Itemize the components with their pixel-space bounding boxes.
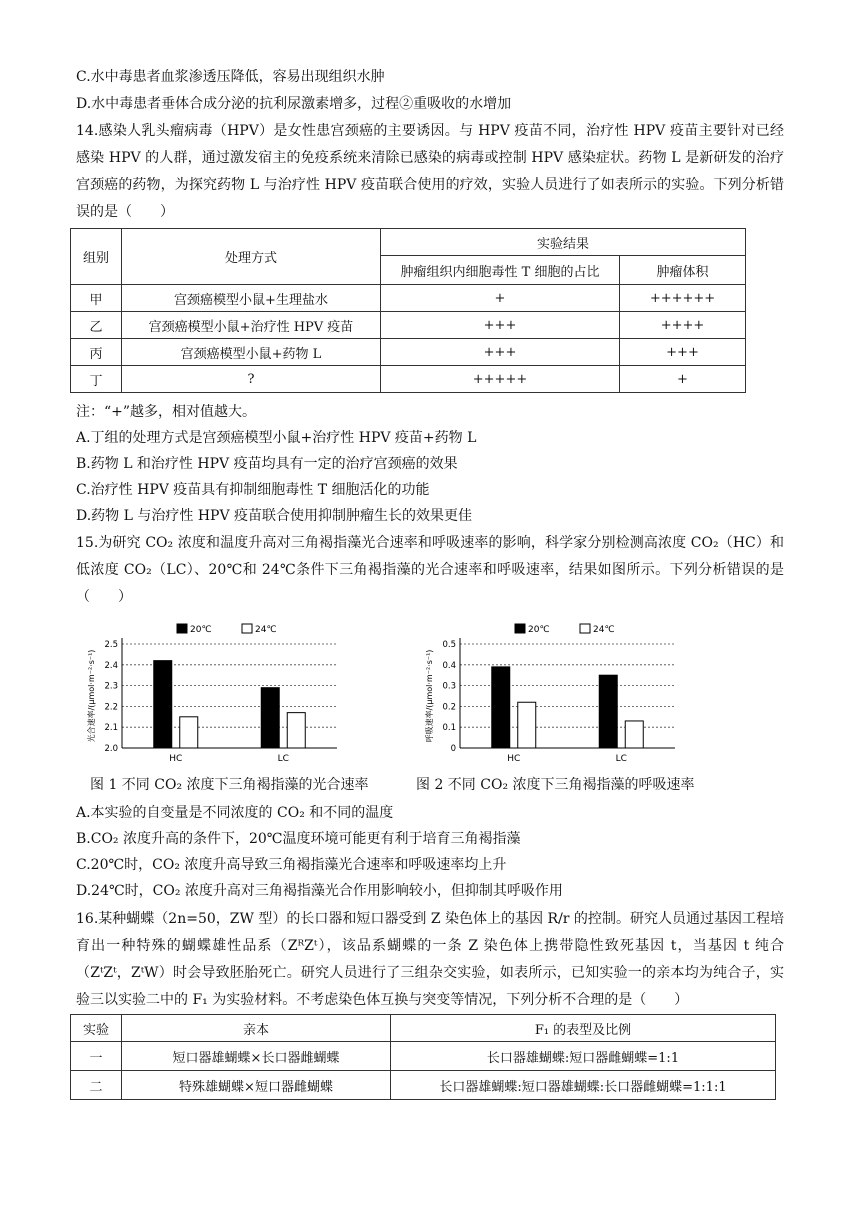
q15-option-b: B.CO₂ 浓度升高的条件下，20℃温度环境可能更有利于培育三角褐指藻 xyxy=(76,831,521,847)
cell-volume: ++++ xyxy=(620,312,746,339)
cell-group: 乙 xyxy=(71,312,122,339)
legend-swatch xyxy=(515,624,525,633)
cell-method: 宫颈癌模型小鼠+药物 L xyxy=(122,339,381,366)
x-tick-label: HC xyxy=(169,754,183,764)
cell-tcell: +++ xyxy=(381,339,620,366)
th-group: 组别 xyxy=(71,229,122,285)
cell-volume: ++++++ xyxy=(620,285,746,312)
th-parent: 亲本 xyxy=(122,1015,391,1042)
y-tick-label: 0.2 xyxy=(442,702,456,713)
th-tcell: 肿瘤组织内细胞毒性 T 细胞的占比 xyxy=(381,256,620,285)
q14-option-d: D.药物 L 与治疗性 HPV 疫苗联合使用抑制肿瘤生长的效果更佳 xyxy=(76,508,473,524)
table-row xyxy=(71,366,746,393)
cell-volume: + xyxy=(620,366,746,393)
q14-option-a: A.丁组的处理方式是宫颈癌模型小鼠+治疗性 HPV 疫苗+药物 L xyxy=(76,430,477,446)
x-tick-label: LC xyxy=(277,754,289,764)
q13-option-d: D.水中毒患者垂体合成分泌的抗利尿激素增多，过程②重吸收的水增加 xyxy=(76,96,512,112)
q13-option-c: C.水中毒患者血浆渗透压降低，容易出现组织水肿 xyxy=(76,69,385,85)
figure1-caption: 图 1 不同 CO₂ 浓度下三角褐指藻的光合速率 xyxy=(90,777,369,793)
q14-note: 注：“+”越多，相对值越大。 xyxy=(76,404,257,420)
cell-f1: 长口器雄蝴蝶:短口器雄蝴蝶:长口器雌蝴蝶=1:1:1 xyxy=(391,1071,776,1100)
q15-option-c: C.20℃时，CO₂ 浓度升高导致三角褐指藻光合速率和呼吸速率均上升 xyxy=(76,857,507,873)
cell-f1: 长口器雄蝴蝶:短口器雌蝴蝶=1:1 xyxy=(391,1042,776,1071)
cell-tcell: +++++ xyxy=(381,366,620,393)
y-tick-label: 0.4 xyxy=(442,660,456,671)
table-row xyxy=(71,312,746,339)
q15-option-d: D.24℃时，CO₂ 浓度升高对三角褐指藻光合作用影响较小，但抑制其呼吸作用 xyxy=(76,883,563,899)
cell-parent: 特殊雄蝴蝶×短口器雌蝴蝶 xyxy=(122,1071,391,1100)
y-tick-label: 0.3 xyxy=(442,681,456,692)
bar-24℃-HC xyxy=(180,717,198,748)
bar-24℃-HC xyxy=(518,702,536,748)
y-axis-label: 光合速率/(μmol·m⁻²·s⁻¹) xyxy=(87,649,96,743)
cell-group: 丁 xyxy=(71,366,122,393)
cell-exp: 一 xyxy=(71,1042,122,1071)
th-f1: F₁ 的表型及比例 xyxy=(391,1015,776,1042)
bar-20℃-HC xyxy=(492,667,510,748)
q15-option-a: A.本实验的自变量是不同浓度的 CO₂ 和不同的温度 xyxy=(76,805,394,821)
bar-20℃-HC xyxy=(154,661,172,748)
th-method: 处理方式 xyxy=(122,229,381,285)
table-row xyxy=(71,339,746,366)
cell-tcell: +++ xyxy=(381,312,620,339)
x-tick-label: HC xyxy=(507,754,521,764)
bar-20℃-LC xyxy=(599,675,617,748)
q14-table xyxy=(70,228,746,393)
bar-24℃-LC xyxy=(287,713,305,748)
legend-label: 24℃ xyxy=(255,625,277,635)
photosynthesis-chart xyxy=(76,618,366,768)
legend-label: 24℃ xyxy=(593,625,615,635)
q14-option-c: C.治疗性 HPV 疫苗具有抑制细胞毒性 T 细胞活化的功能 xyxy=(76,482,430,498)
cell-method: 宫颈癌模型小鼠+治疗性 HPV 疫苗 xyxy=(122,312,381,339)
y-tick-label: 2.5 xyxy=(104,640,118,650)
legend-swatch xyxy=(177,624,187,633)
cell-parent: 短口器雄蝴蝶×长口器雌蝴蝶 xyxy=(122,1042,391,1071)
legend-label: 20℃ xyxy=(528,625,550,635)
y-tick-label: 0.5 xyxy=(442,640,456,650)
q16-stem: 16.某种蝴蝶（2n=50，ZW 型）的长口器和短口器受到 Z 染色体上的基因 R/r 的控制。研究人员通过基因工程培育出一种特殊的蝴蝶雄性品系（ZᴿZᵗ），该品系蝴蝶的一条 Z 染色体上携带隐性致死基因 t，当基因 t 纯合（ZᵗZᵗ，ZᵗW）时会导致胚胎死亡。研究人员进行了三组杂交实验，如表所示，已知实验一的亲本均为纯合子，实验三以实验二中的 F₁ 为实验材料。不考虑染色体互换与突变等情况，下列分析不合理的是（ ） xyxy=(76,911,784,1008)
y-tick-label: 2.0 xyxy=(104,744,118,754)
legend-label: 20℃ xyxy=(190,625,212,635)
x-tick-label: LC xyxy=(615,754,627,764)
y-tick-label: 0.1 xyxy=(442,723,456,734)
y-tick-label: 0 xyxy=(450,744,456,754)
cell-volume: +++ xyxy=(620,339,746,366)
bar-20℃-LC xyxy=(261,688,279,748)
y-tick-label: 2.3 xyxy=(104,681,118,692)
y-tick-label: 2.1 xyxy=(104,723,118,734)
table-row xyxy=(71,1042,776,1071)
legend-swatch xyxy=(242,624,252,633)
th-volume: 肿瘤体积 xyxy=(620,256,746,285)
cell-method: ? xyxy=(122,366,381,393)
cell-tcell: + xyxy=(381,285,620,312)
th-exp: 实验 xyxy=(71,1015,122,1042)
cell-exp: 二 xyxy=(71,1071,122,1100)
legend-swatch xyxy=(580,624,590,633)
q14-stem: 14.感染人乳头瘤病毒（HPV）是女性患宫颈癌的主要诱因。与 HPV 疫苗不同，治疗性 HPV 疫苗主要针对已经感染 HPV 的人群，通过激发宿主的免疫系统来清除已感染的病毒或控制 HPV 感染症状。药物 L 是新研发的治疗宫颈癌的药物，为探究药物 L 与治疗性 HPV 疫苗联合使用的疗效，实验人员进行了如表所示的实验。下列分析错误的是（ ） xyxy=(76,123,784,220)
table-row xyxy=(71,1071,776,1100)
y-tick-label: 2.2 xyxy=(104,702,118,713)
figure2-caption: 图 2 不同 CO₂ 浓度下三角褐指藻的呼吸速率 xyxy=(416,777,695,793)
cell-method: 宫颈癌模型小鼠+生理盐水 xyxy=(122,285,381,312)
cell-group: 甲 xyxy=(71,285,122,312)
cell-group: 丙 xyxy=(71,339,122,366)
q16-table xyxy=(70,1014,776,1100)
y-axis-label: 呼吸速率/(μmol·m⁻²·s⁻¹) xyxy=(425,649,434,743)
respiration-chart xyxy=(412,618,712,768)
q15-stem: 15.为研究 CO₂ 浓度和温度升高对三角褐指藻光合速率和呼吸速率的影响，科学家分别检测高浓度 CO₂（HC）和低浓度 CO₂（LC）、20℃和 24℃条件下三角褐指藻的光合速率和呼吸速率，结果如图所示。下列分析错误的是（ ） xyxy=(76,535,784,605)
y-tick-label: 2.4 xyxy=(104,660,118,671)
bar-24℃-LC xyxy=(625,721,643,748)
table-row xyxy=(71,285,746,312)
th-result: 实验结果 xyxy=(381,229,746,256)
q14-option-b: B.药物 L 和治疗性 HPV 疫苗均具有一定的治疗宫颈癌的效果 xyxy=(76,456,458,472)
